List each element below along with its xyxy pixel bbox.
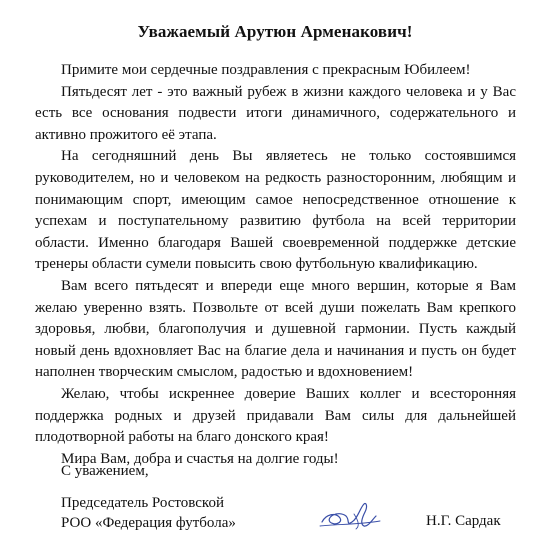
handwritten-signature xyxy=(316,496,386,532)
salutation-heading: Уважаемый Арутюн Арменакович! xyxy=(137,22,413,41)
signer-title-line2: РОО «Федерация футбола» xyxy=(61,515,236,531)
signer-title xyxy=(61,493,236,533)
paragraph-wishes: Вам всего пятьдесят и впереди еще много вершин, которые я Вам желаю уверенно взять. Позвольте от всей души пожелать Вам крепкого здоровья, любви, благополучия и душевной гармонии. Пусть каждый новый день вдохновляет Вас на благие дела и начинания и пусть он будет наполнен творческим смыслом, радостью и вдохновением! xyxy=(35,277,516,381)
letter-body xyxy=(35,60,516,470)
signer-name: Н.Г. Сардак xyxy=(426,513,501,529)
paragraph-greeting: Примите мои сердечные поздравления с прекрасным Юбилеем! xyxy=(61,62,471,78)
paragraph-colleagues: Желаю, чтобы искреннее доверие Ваших коллег и всесторонняя поддержка родных и друзей придавали Вам силы для дальнейшей плодотворной работы на благо донского края! xyxy=(35,385,516,446)
paragraph-milestone: Пятьдесят лет - это важный рубеж в жизни каждого человека и у Вас есть все основания подвести итоги динамичного, содержательного и активно прожитого её этапа. xyxy=(35,83,516,143)
paragraph-achievements: На сегодняшний день Вы являетесь не только состоявшимся руководителем, но и человеком на редкость разносторонним, любящим и понимающим спорт, имеющим самое непосредственное отношение к успехам и поступательному развитию футбола на всей территории области. Именно благодаря Вашей своевременной поддержке детские тренеры области сумели повысить свою футбольную квалификацию. xyxy=(35,148,516,273)
paragraph-peace: Мира Вам, добра и счастья на долгие годы! xyxy=(61,450,339,467)
signer-title-line1: Председатель Ростовской xyxy=(61,495,224,511)
closing-phrase: С уважением, xyxy=(61,463,149,479)
